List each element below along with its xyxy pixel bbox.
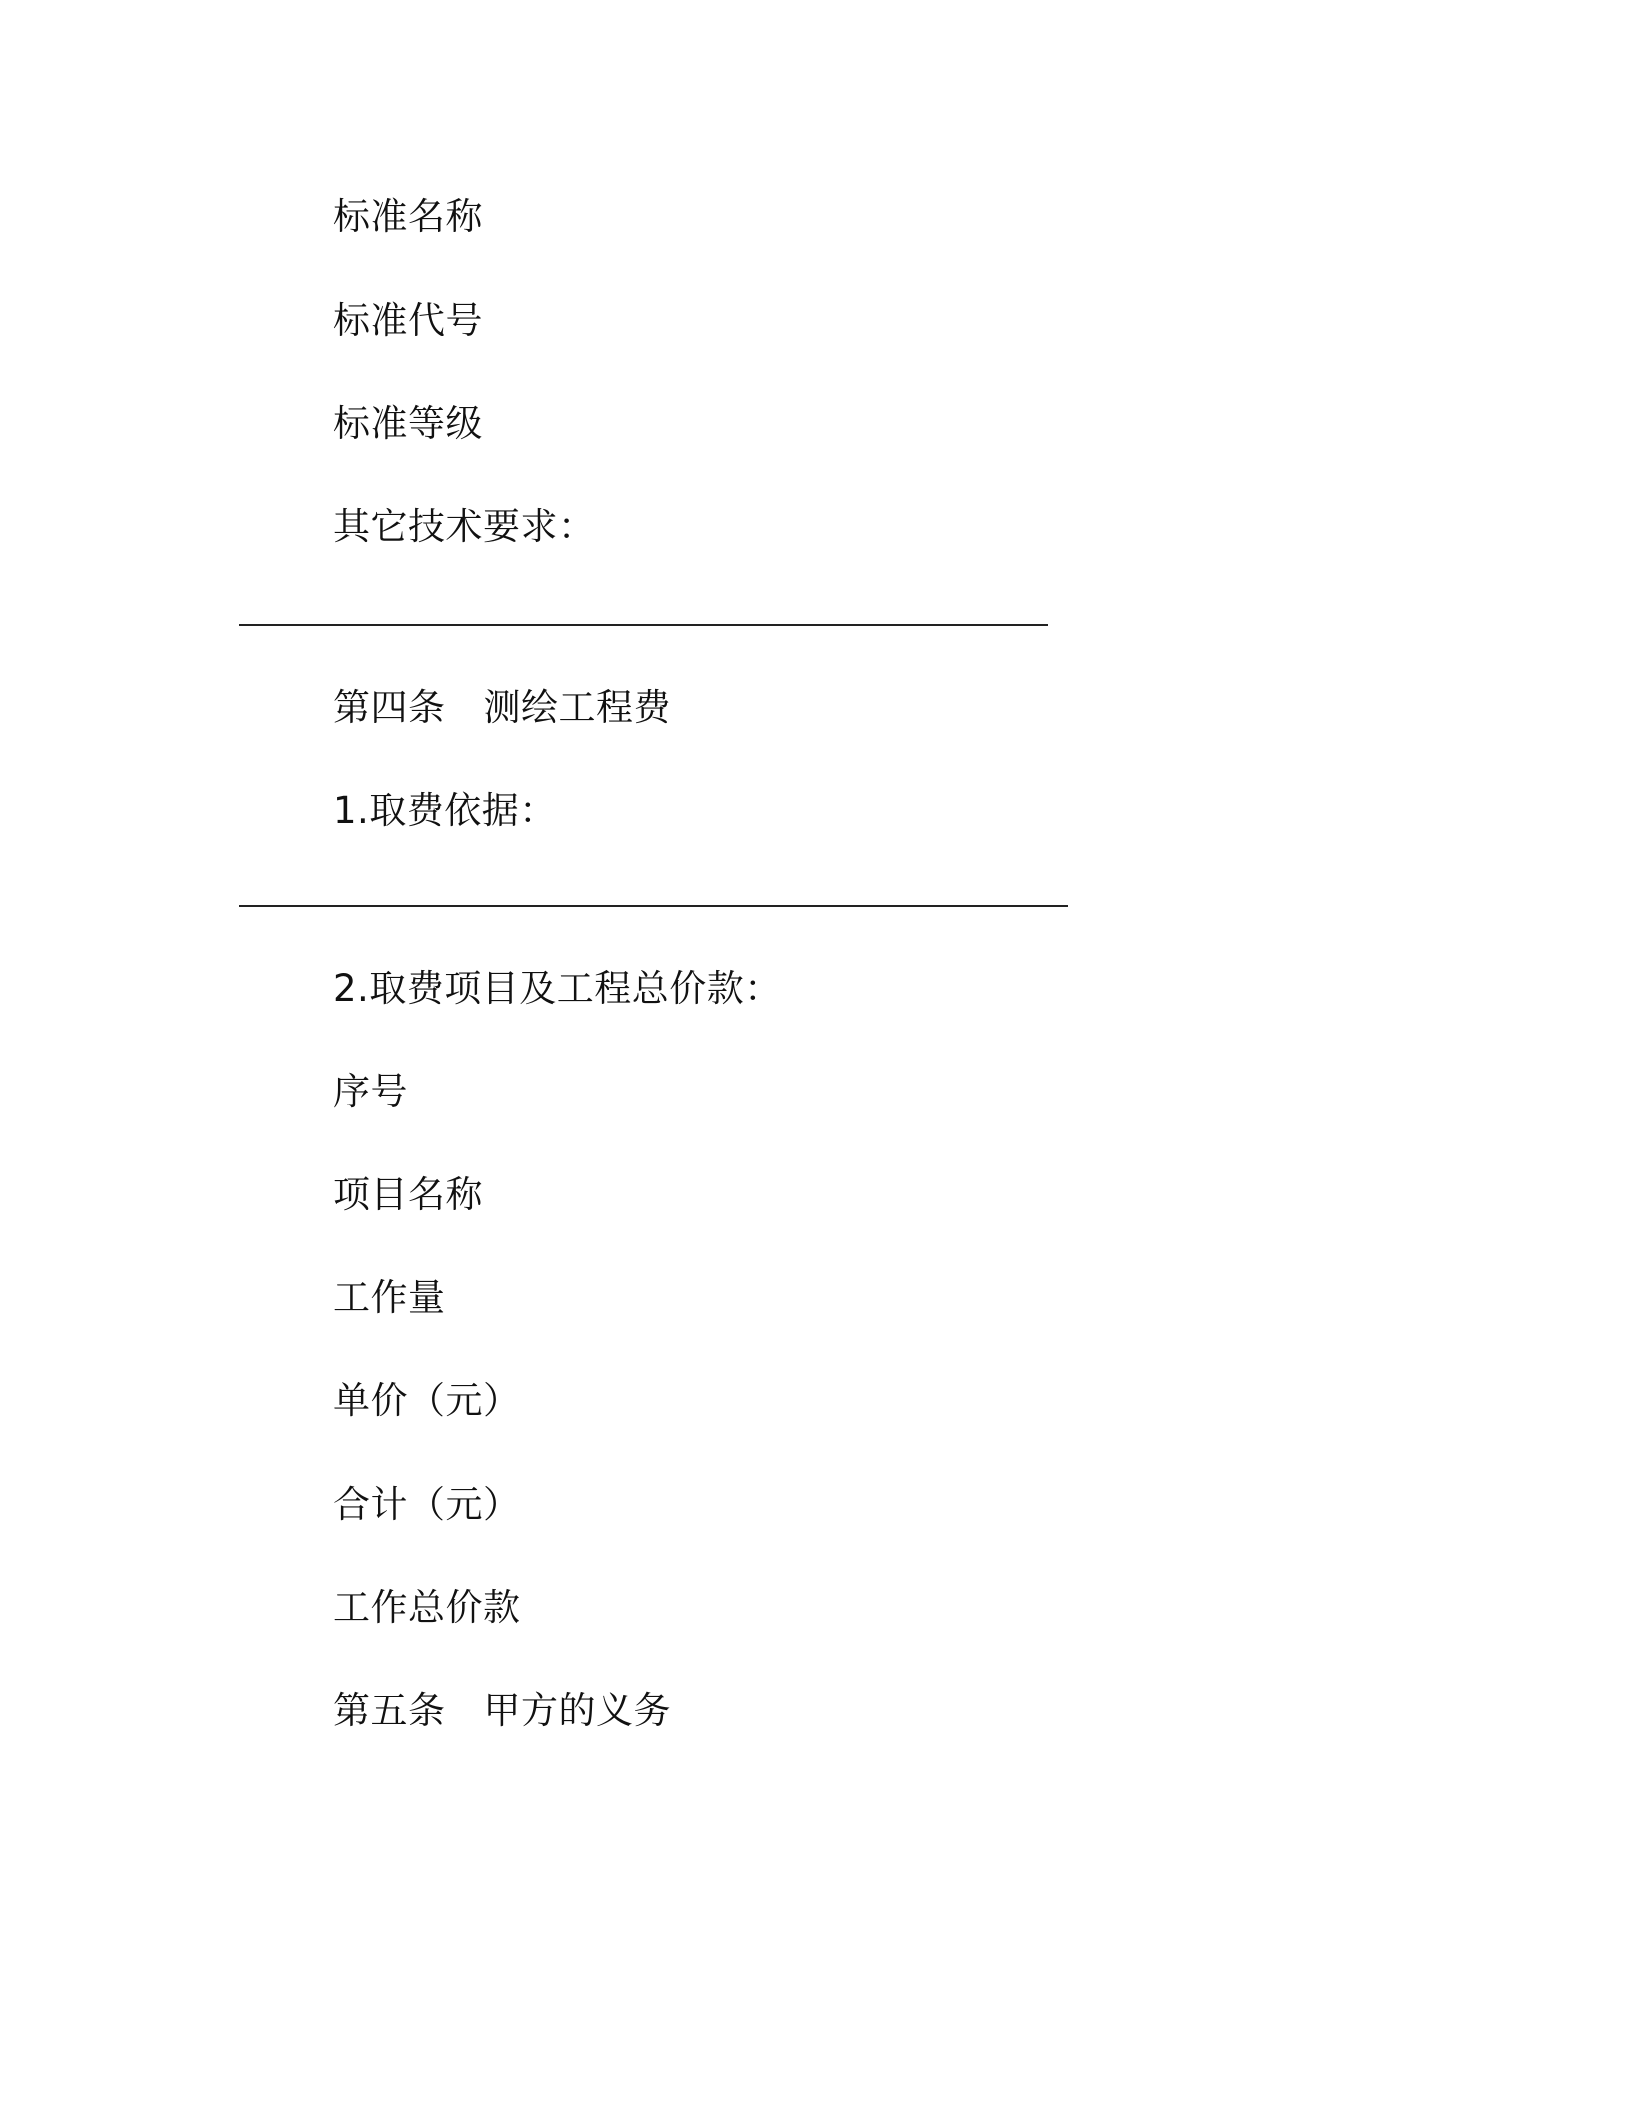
subtotal-label: 合计（元） bbox=[333, 1483, 521, 1526]
article-4-number: 第四条 bbox=[333, 686, 446, 729]
standard-name-label: 标准名称 bbox=[333, 195, 483, 238]
total-work-price-label: 工作总价款 bbox=[333, 1586, 521, 1629]
serial-number-label: 序号 bbox=[333, 1070, 408, 1113]
article-5-number: 第五条 bbox=[333, 1689, 446, 1732]
standard-code-label: 标准代号 bbox=[333, 299, 483, 342]
other-technical-requirements-label: 其它技术要求： bbox=[333, 505, 596, 548]
fill-in-blank-line bbox=[239, 624, 1048, 626]
article-4-title: 测绘工程费 bbox=[483, 686, 671, 729]
item-name-label: 项目名称 bbox=[333, 1173, 483, 1216]
fee-basis-label: 1.取费依据： bbox=[333, 789, 557, 832]
workload-label: 工作量 bbox=[333, 1276, 446, 1319]
article-5-title: 甲方的义务 bbox=[483, 1689, 671, 1732]
unit-price-label: 单价（元） bbox=[333, 1379, 521, 1422]
article-5-heading bbox=[333, 1689, 671, 1732]
article-4-heading bbox=[333, 686, 671, 729]
standard-level-label: 标准等级 bbox=[333, 402, 483, 445]
fee-items-and-total-label: 2.取费项目及工程总价款： bbox=[333, 967, 782, 1010]
fill-in-blank-line bbox=[239, 905, 1068, 907]
